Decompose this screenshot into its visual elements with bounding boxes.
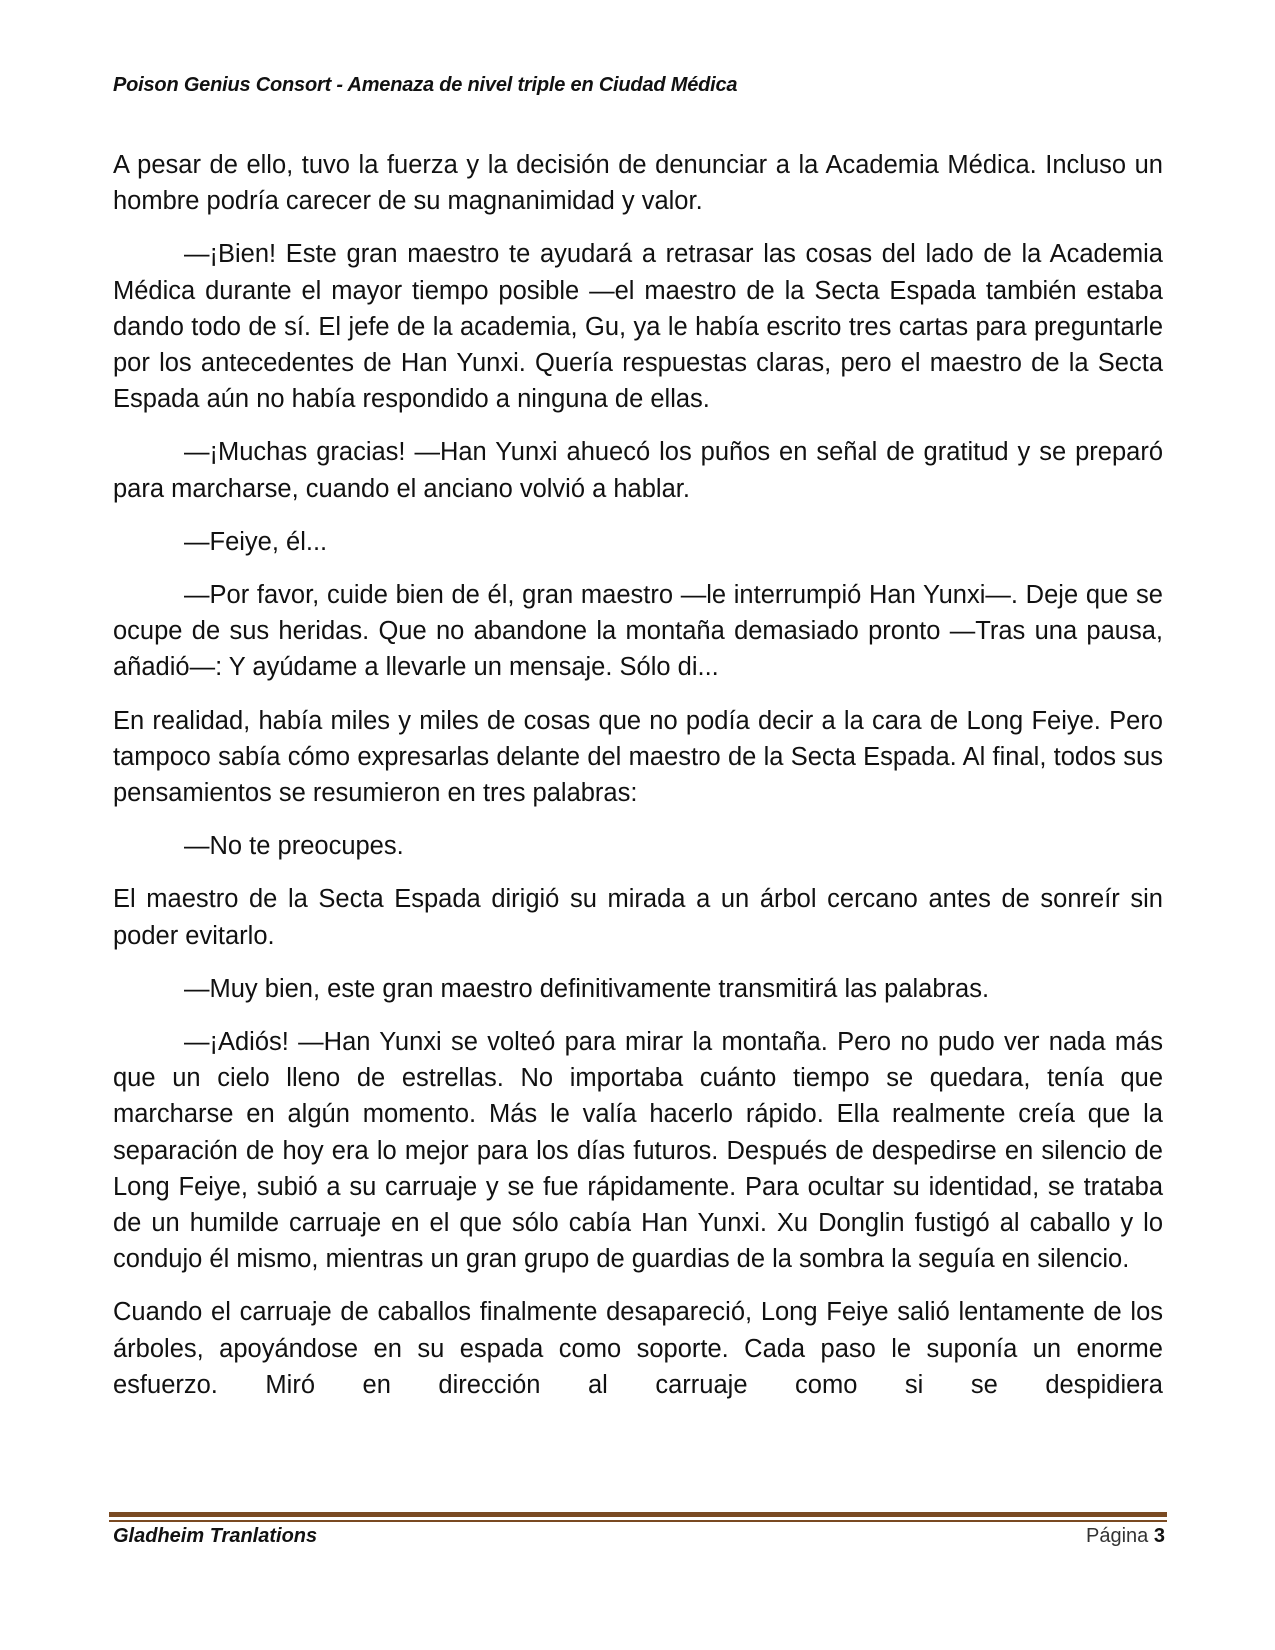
dialogue-paragraph: —Muy bien, este gran maestro definitivamente transmitirá las palabras. xyxy=(184,974,990,1003)
page-number xyxy=(1086,1525,1165,1548)
page-number-value: 3 xyxy=(1153,1525,1165,1547)
paragraph: El maestro de la Secta Espada dirigió su mirada a un árbol cercano antes de sonreír sin poder evitarlo. xyxy=(113,885,1163,950)
page-header-title: Poison Genius Consort - Amenaza de nivel triple en Ciudad Médica xyxy=(113,74,738,96)
footer-publisher: Gladheim Tranlations xyxy=(113,1525,318,1547)
dialogue-paragraph: —¡Adiós! —Han Yunxi se volteó para mirar la montaña. Pero no pudo ver nada más que un cielo lleno de estrellas. No importaba cuánto tiempo se quedara, tenía que marcharse en algún momento. Más le valía hacerlo rápido. Ella realmente creía que la separación de hoy era lo mejor para los días futuros. Después de despedirse en silencio de Long Feiye, subió a su carruaje y se fue rápidamente. Para ocultar su identidad, se trataba de un humilde carruaje en el que sólo cabía Han Yunxi. Xu Donglin fustigó al caballo y lo condujo él mismo, mientras un gran grupo de guardias de la sombra la seguía en silencio. xyxy=(113,1028,1163,1274)
dialogue-paragraph: —No te preocupes. xyxy=(184,832,404,861)
dialogue-paragraph: —¡Muchas gracias! —Han Yunxi ahuecó los puños en señal de gratitud y se preparó para marcharse, cuando el anciano volvió a hablar. xyxy=(113,438,1163,503)
footer-divider-thick xyxy=(109,1512,1167,1517)
paragraph: En realidad, había miles y miles de cosas que no podía decir a la cara de Long Feiye. Pero tampoco sabía cómo expresarlas delante del maestro de la Secta Espada. Al final, todos sus pensamientos se resumieron en tres palabras: xyxy=(113,706,1163,808)
dialogue-paragraph: —Por favor, cuide bien de él, gran maestro —le interrumpió Han Yunxi—. Deje que se ocupe de sus heridas. Que no abandone la montaña demasiado pronto —Tras una pausa, añadió—: Y ayúdame a llevarle un mensaje. Sólo di... xyxy=(113,581,1163,682)
paragraph: A pesar de ello, tuvo la fuerza y la decisión de denunciar a la Academia Médica. Incluso un hombre podría carecer de su magnanimidad y valor. xyxy=(113,151,1163,216)
document-body xyxy=(113,147,1163,1403)
paragraph: Cuando el carruaje de caballos finalmente desapareció, Long Feiye salió lentamente de los árboles, apoyándose en su espada como soporte. Cada paso le suponía un enorme esfuerzo. Miró en dirección al carruaje como si se despidiera xyxy=(113,1298,1163,1399)
dialogue-paragraph: —Feiye, él... xyxy=(184,527,328,556)
dialogue-paragraph: —¡Bien! Este gran maestro te ayudará a retrasar las cosas del lado de la Academia Médica durante el mayor tiempo posible —el maestro de la Secta Espada también estaba dando todo de sí. El jefe de la academia, Gu, ya le había escrito tres cartas para preguntarle por los antecedentes de Han Yunxi. Quería respuestas claras, pero el maestro de la Secta Espada aún no había respondido a ninguna de ellas. xyxy=(113,240,1163,414)
page-label: Página xyxy=(1086,1525,1149,1547)
footer-divider-thin xyxy=(109,1520,1167,1522)
